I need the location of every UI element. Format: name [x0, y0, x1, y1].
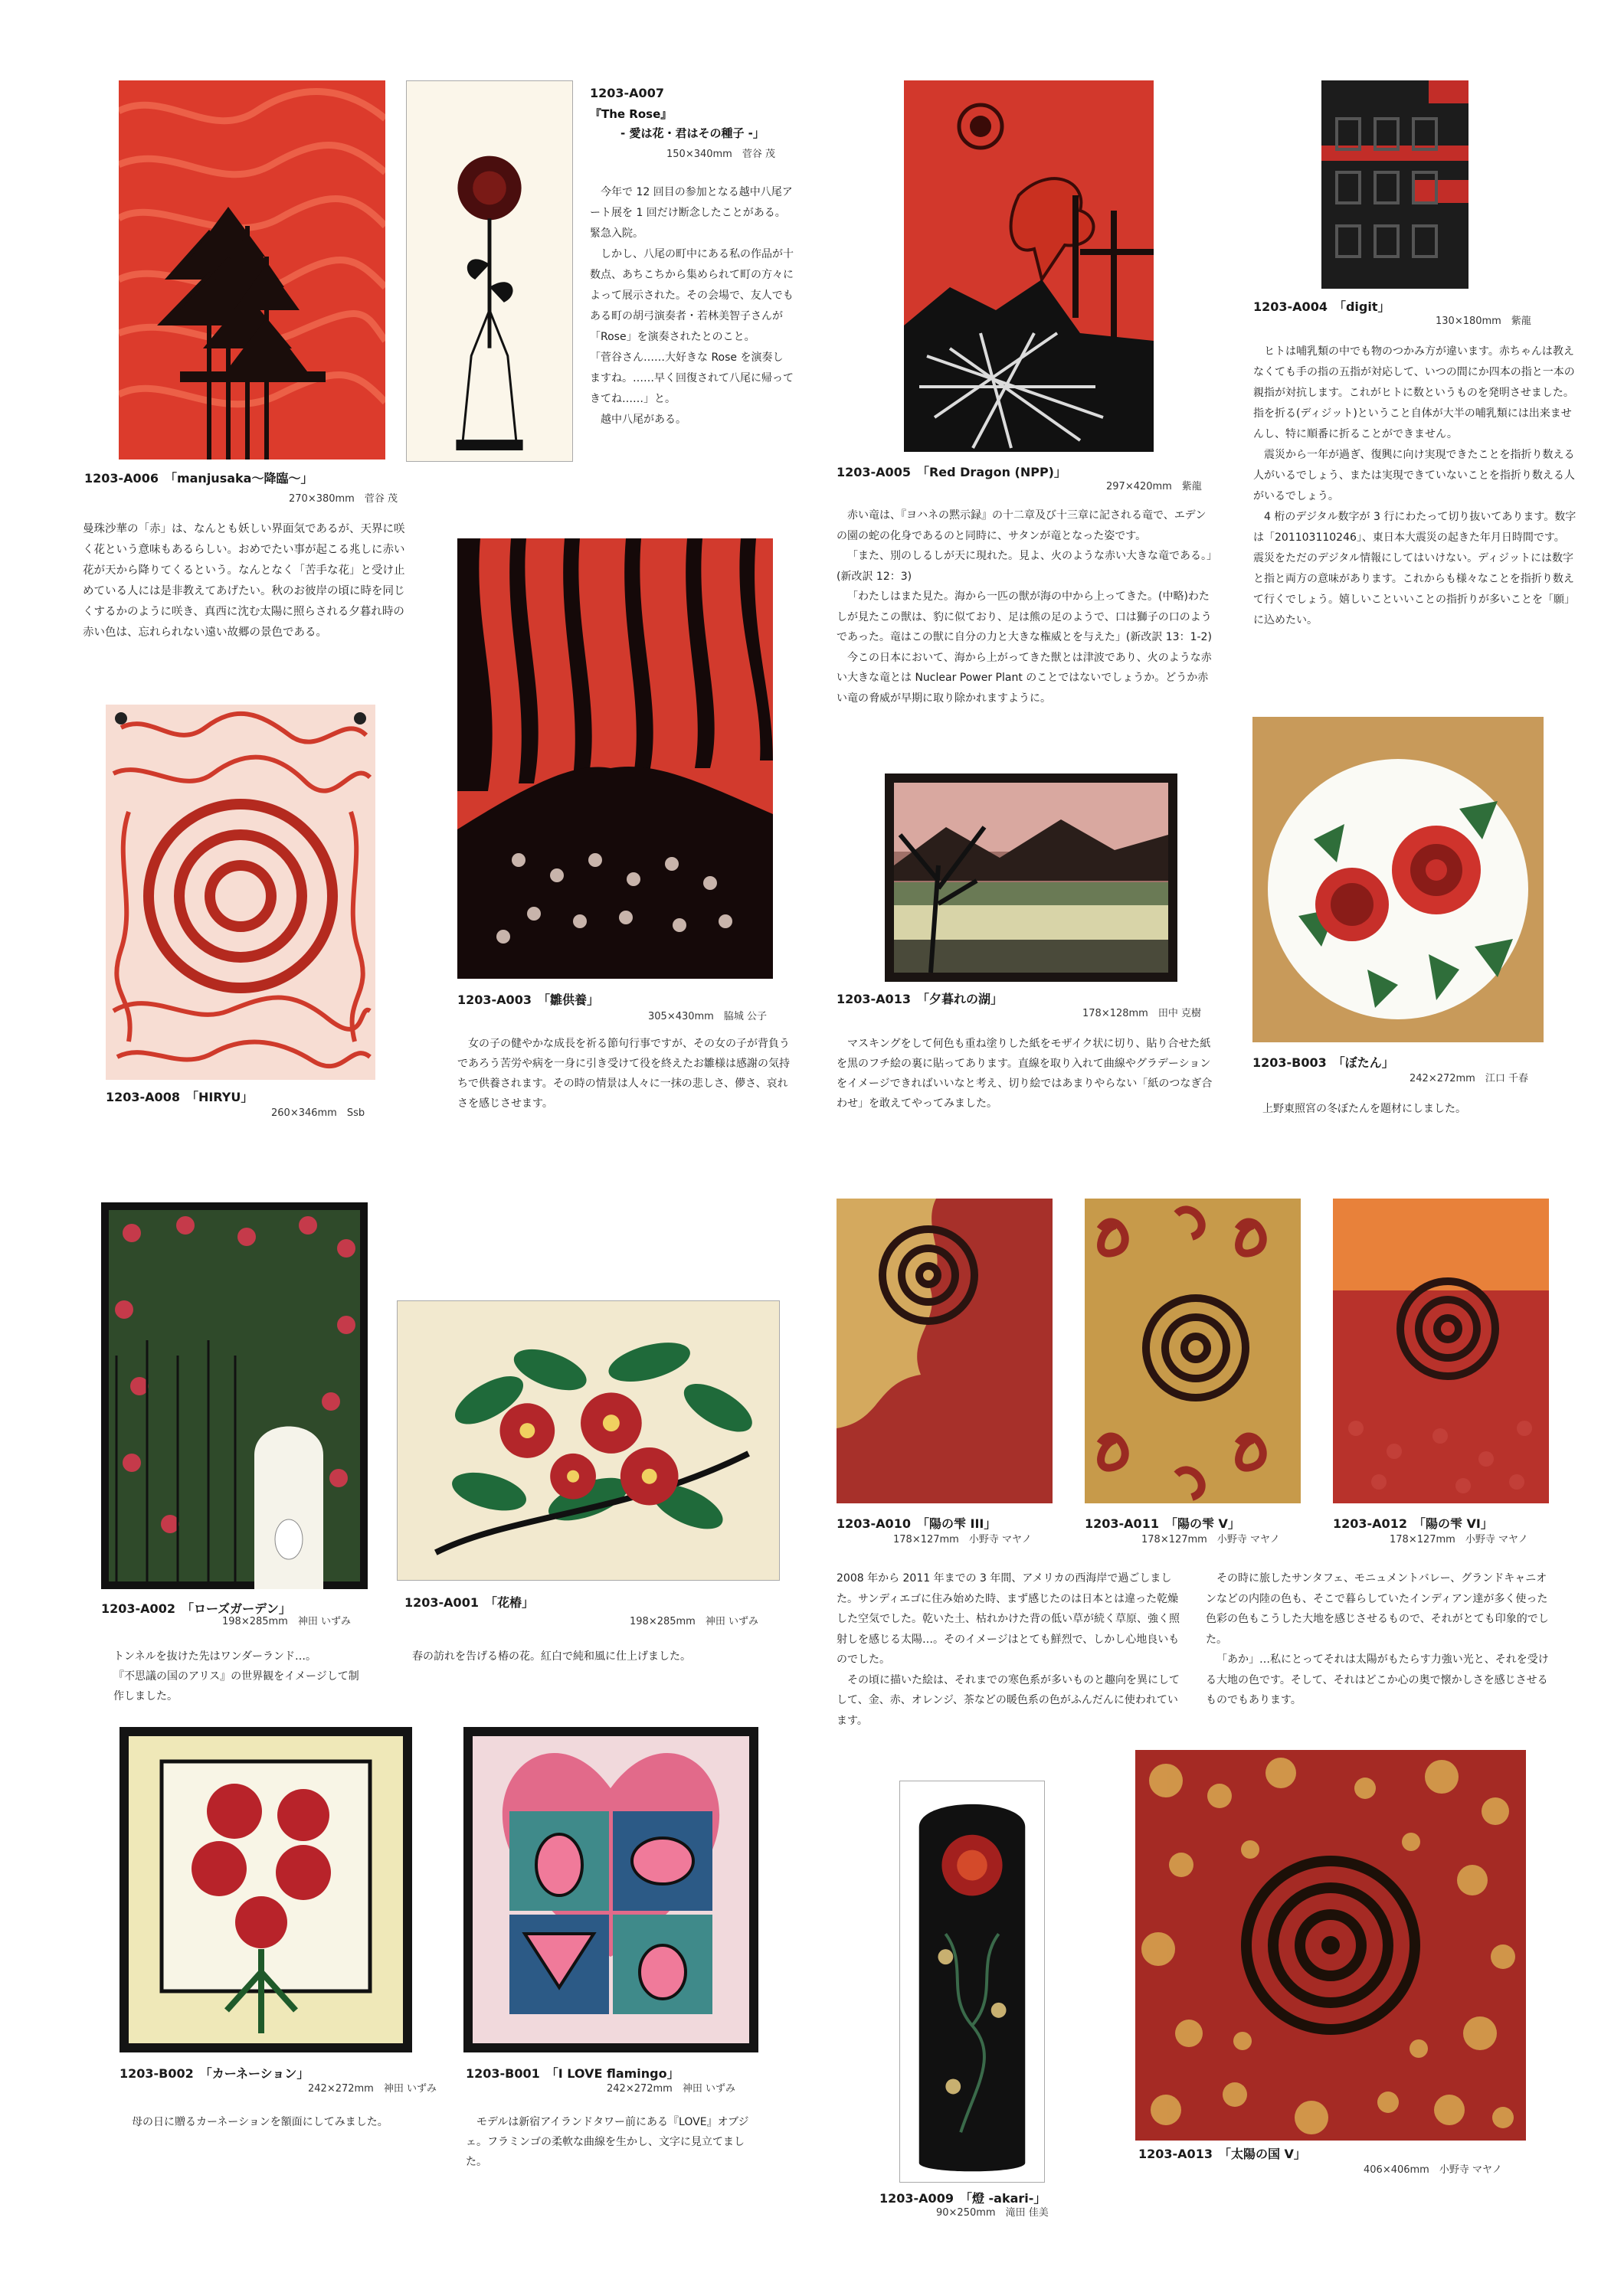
work-code: 1203-A003 「雛供養」 [457, 993, 599, 1007]
artwork-red-dragon [904, 80, 1154, 452]
work-size: 130×180mm 紫龍 [1436, 316, 1531, 327]
artwork-akari [899, 1781, 1045, 2183]
essay-left: 2008 年から 2011 年までの 3 年間、アメリカの西海岸で過ごしました。サンディエゴに住み始めた時、まず感じたのは日本とは違った乾燥した空気でした。乾いた土、枯れかけた背の低い草が続く草原、強く照射しを感じる太陽…。そのイメージはとても鮮烈で、しかし心地良いものでした。 その頃に描いた絵は、それまでの寒色系が多いものと趣向を異にしてして、金、赤、オレンジ、茶などの暖色系の色がふんだんに使われています。 [837, 1572, 1180, 1727]
artwork-carnation [120, 1727, 412, 2052]
work-size: 242×272mm 神田 いずみ [607, 2083, 735, 2095]
work-size: 260×346mm Ssb [271, 1107, 365, 1119]
work-code: 1203-A013 「太陽の国 V」 [1138, 2147, 1306, 2161]
work-size: 178×127mm 小野寺 マヤノ [1141, 1534, 1280, 1545]
work-description: トンネルを抜けた先はワンダーランド…。 『不思議の国のアリス』の世界観をイメージして制作しました。 [113, 1650, 359, 1702]
work-size: 198×285mm 神田 いずみ [630, 1616, 758, 1627]
work-code: 1203-A013 「夕暮れの湖」 [837, 992, 1003, 1006]
work-description: 春の訪れを告げる椿の花。紅白で純和風に仕上げました。 [412, 1650, 691, 1663]
work-code: 1203-B001 「I LOVE flamingo」 [466, 2066, 679, 2081]
work-code: 1203-A010 「陽の雫 III」 [837, 1516, 997, 1531]
artwork-love-flamingo [463, 1727, 758, 2052]
artwork-hinoshizuku-6 [1333, 1199, 1549, 1503]
work-description: ヒトは哺乳類の中でも物のつかみ方が違います。赤ちゃんは教えなくても手の指の五指が対応して、いつの間にか四本の指と一本の親指が対抗します。これがヒトに数というものを発明させました。指を折る(ディジット)ということ自体が大半の哺乳類には出来ませんし、特に順番に折ることができません。 震災から一年が過ぎ、復興に向け実現できたことを指折り数える人がいるでしょう、または実現できていないことを指折り数える人がいるでしょう。 4 桁のデジタル数字が 3 行にわたって切り抜いてあります。数字は「201103110246」、東日本大震災の起きた年月日時間です。 震災をただのデジタル情報にしてはいけない。ディジットには数字と指と両方の意味があります。これからも様々なことを指折り数えて行くでしょう。嬉しいこといいことの指折りが多いことを「願」に込めたい。 [1253, 345, 1577, 626]
work-description: 女の子の健やかな成長を祈る節句行事ですが、その女の子が背負うであろう苦労や病を一身に引き受けて役を終えたお雛様は感謝の気持ちで供養されます。その時の情景は人々に一抹の悲しさ、儚さ、哀れさを感じさせます。 [457, 1038, 790, 1110]
work-size: 297×420mm 紫龍 [1106, 481, 1202, 492]
artwork-digit [1321, 80, 1468, 289]
work-code: 1203-A006 「manjusaka～降臨～」 [84, 471, 313, 486]
artwork-the-rose [406, 80, 573, 462]
work-size: 90×250mm 滝田 佳美 [936, 2207, 1049, 2219]
artwork-hinoshizuku-5 [1085, 1199, 1301, 1503]
work-description: 上野東照宮の冬ぼたんを題材にしました。 [1262, 1103, 1466, 1115]
work-description: マスキングをして何色も重ね塗りした紙をモザイク状に切り、貼り合せた紙を黒のフチ絵の裏に貼ってあります。直線を取り入れて曲線やグラデーションをイメージできればいいなと考え、切り絵ではあまりやらない「紙のつなぎ合わせ」を敢えてやってみました。 [837, 1038, 1213, 1110]
work-size: 198×285mm 神田 いずみ [222, 1616, 351, 1627]
work-code: 1203-A011 「陽の雫 V」 [1085, 1516, 1240, 1531]
work-code: 1203-A007 [590, 86, 664, 100]
work-description: 曼珠沙華の「赤」は、なんとも妖しい界面気であるが、天界に咲く花という意味もあるらしい。おめでたい事が起こる兆しに赤い花が天から降りてくるという。なんとなく「苦手な花」と受け止めている人には是非教えてあげたい。秋のお彼岸の頃に時を同じくするかのように咲き、真西に沈む太陽に照らされる夕暮れ時の赤い色は、忘れられない遠い故郷の景色である。 [83, 523, 405, 639]
work-code: 1203-A004 「digit」 [1253, 299, 1390, 314]
artwork-taiyou-no-kuni [1135, 1750, 1526, 2141]
artwork-hiryu [106, 705, 375, 1080]
work-size: 305×430mm 脇城 公子 [648, 1011, 767, 1022]
artwork-hanatsubaki [397, 1300, 780, 1581]
work-description: 赤い竜は、『ヨハネの黙示録』の十二章及び十三章に記される竜で、エデンの園の蛇の化身であるのと同時に、サタンが竜となった姿です。 「また、別のしるしが天に現れた。見よ、火のような赤い大きな竜である。」(新改訳 12：3) 「わたしはまた見た。海から一匹の獣が海の中から上ってきた。(中略)わたしが見たこの獣は、豹に似ており、足は熊の足のようで、口は獅子の口のようであった。竜はこの獣に自分の力と大きな権威とを与えた」(新改訳 13：1-2) 今この日本において、海から上がってきた獣とは津波であり、火のような赤い大きな竜とは Nuclear Power Plant のことではないでしょうか。どうか赤い竜の脅威が早期に取り除かれますように。 [837, 509, 1212, 705]
work-code: 1203-A008 「HIRYU」 [106, 1090, 254, 1104]
work-code: 1203-A005 「Red Dragon (NPP)」 [837, 465, 1066, 479]
artwork-rose-garden [101, 1202, 368, 1589]
work-size: 270×380mm 菅谷 茂 [289, 493, 398, 505]
work-size: 242×272mm 江口 千春 [1410, 1073, 1528, 1084]
work-size: 406×406mm 小野寺 マヤノ [1364, 2164, 1502, 2176]
artwork-yugure-lake [885, 774, 1177, 982]
work-code: 1203-A012 「陽の雫 VI」 [1333, 1516, 1493, 1531]
work-description: 今年で 12 回目の参加となる越中八尾アート展を 1 回だけ断念したことがある。緊急入院。 しかし、八尾の町中にある私の作品が十数点、あちこちから集められて町の方々によって展示された。その会場で、友人でもある町の胡弓演奏者・若林美智子さんが「Rose」を演奏されたとのこと。 「菅谷さん……大好きな Rose を演奏しますね。……早く回復されて八尾に帰ってきてね……」と。 越中八尾がある。 [590, 186, 794, 426]
work-size: 178×127mm 小野寺 マヤノ [1390, 1534, 1528, 1545]
work-size: 242×272mm 神田 いずみ [308, 2083, 437, 2095]
work-size: 150×340mm 菅谷 茂 [666, 149, 775, 160]
artwork-botan [1252, 717, 1544, 1042]
work-subtitle: - 愛は花・君はその種子 -」 [620, 126, 765, 140]
artwork-hinoshizuku-3 [837, 1199, 1053, 1503]
work-code: 1203-A001 「花椿」 [404, 1595, 534, 1610]
essay-right: その時に旅したサンタフェ、モニュメントバレー、グランドキャニオンなどの内陸の色も、そこで暮らしていたインディアン達が多く使った色彩の色もこうした大地を感じさせるもので、それがとても印象的でした。 「あか」…私にとってそれは太陽がもたらす力強い光と、それを受ける大地の色です。そして、それはどこか心の奥で懐かしさを感じさせるものでもあります。 [1206, 1572, 1549, 1706]
work-size: 178×127mm 小野寺 マヤノ [893, 1534, 1032, 1545]
artwork-manjusaka [119, 80, 385, 460]
work-title: 『The Rose』 [590, 107, 673, 121]
work-code: 1203-B003 「ぼたん」 [1252, 1055, 1394, 1070]
work-code: 1203-B002 「カーネーション」 [120, 2066, 309, 2081]
work-description: 母の日に贈るカーネーションを額面にしてみました。 [132, 2116, 388, 2128]
work-code: 1203-A009 「燈 -akari-」 [879, 2191, 1046, 2206]
work-size: 178×128mm 田中 克樹 [1082, 1008, 1201, 1019]
work-description: モデルは新宿アイランドタワー前にある『LOVE』オブジェ。フラミンゴの柔軟な曲線を生かし、文字に見立てました。 [466, 2116, 749, 2168]
work-code: 1203-A002 「ローズガーデン」 [101, 1601, 291, 1616]
artwork-hina-kuyo [457, 538, 773, 979]
